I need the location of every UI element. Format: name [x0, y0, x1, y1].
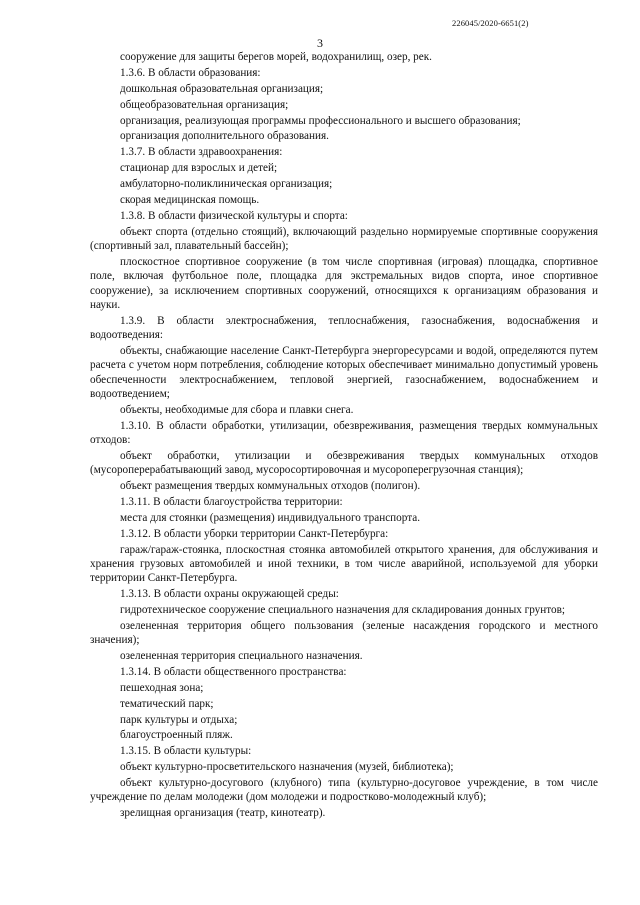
- list-item: объект обработки, утилизации и обезвреживания твердых коммунальных отходов (мусороперерабатывающий завод, мусоросортировочная и мусороперегрузочная станция);: [90, 449, 598, 477]
- list-item: объекты, необходимые для сбора и плавки снега.: [120, 403, 354, 416]
- list-item: плоскостное спортивное сооружение (в том числе спортивная (игровая) площадка, спортивное поле, включая футбольное поле, площадка для экстремальных видов спорта, иное спортивное сооружение), за исключением спортивных сооружений, относящихся к организациям образования и науки.: [90, 255, 598, 311]
- section-heading: 1.3.10. В области обработки, утилизации, обезвреживания, размещения твердых коммунальных отходов:: [90, 419, 598, 446]
- list-item: дошкольная образовательная организация;: [120, 82, 324, 95]
- list-item: объекты, снабжающие население Санкт-Петербурга энергоресурсами и водой, определяются путем расчета с учетом норм потребления, соблюдение которых обеспечивает минимально допустимый уровень обеспеченности электроснабжением, тепловой энергией, газоснабжением, водоснабжением и водоотведением;: [90, 344, 598, 400]
- section-heading: 1.3.13. В области охраны окружающей среды:: [120, 588, 339, 601]
- list-item: скорая медицинская помощь.: [120, 194, 260, 207]
- page-number: 3: [317, 36, 323, 50]
- list-item: объект размещения твердых коммунальных отходов (полигон).: [120, 480, 421, 492]
- list-item: озелененная территория общего пользования (зеленые насаждения городского и местного значения);: [90, 619, 598, 647]
- list-item: места для стоянки (размещения) индивидуального транспорта.: [120, 511, 420, 524]
- section-heading: 1.3.8. В области физической культуры и спорта:: [120, 209, 348, 222]
- list-item: гараж/гараж-стоянка, плоскостная стоянка автомобилей открытого хранения, для обслуживания и хранения грузовых автомобилей и иной техники, в том числе аварийной, используемой для уборки территории Санкт-Петербурга.: [90, 543, 598, 585]
- list-item: гидротехническое сооружение специального назначения для складирования донных грунтов;: [120, 603, 565, 616]
- section-heading: 1.3.14. В области общественного пространства:: [120, 665, 347, 678]
- document-body: [90, 50, 598, 822]
- document-number: 226045/2020-6651(2): [452, 18, 529, 28]
- list-item: амбулаторно-поликлиническая организация;: [120, 178, 333, 191]
- section-heading: 1.3.7. В области здравоохранения:: [120, 146, 283, 159]
- paragraph: сооружение для защиты берегов морей, водохранилищ, озер, рек.: [120, 51, 432, 63]
- list-item: озелененная территория специального назначения.: [120, 650, 363, 663]
- list-item: стационар для взрослых и детей;: [120, 162, 278, 175]
- list-item: тематический парк;: [120, 697, 214, 710]
- list-item: организация, реализующая программы профессионального и высшего образования;: [120, 114, 521, 127]
- list-item: парк культуры и отдыха;: [120, 713, 238, 726]
- list-item: общеобразовательная организация;: [120, 98, 289, 111]
- list-item: пешеходная зона;: [120, 681, 204, 694]
- section-heading: 1.3.9. В области электроснабжения, теплоснабжения, газоснабжения, водоснабжения и водоотведения:: [90, 314, 598, 342]
- section-heading: 1.3.15. В области культуры:: [120, 745, 252, 758]
- list-item: объект спорта (отдельно стоящий), включающий раздельно нормируемые спортивные сооружения (спортивный зал, плавательный бассейн);: [90, 225, 598, 253]
- section-heading: 1.3.6. В области образования:: [120, 66, 261, 79]
- list-item: благоустроенный пляж.: [120, 729, 233, 742]
- section-heading: 1.3.11. В области благоустройства территории:: [120, 495, 343, 508]
- list-item: зрелищная организация (театр, кинотеатр).: [120, 807, 326, 820]
- section-heading: 1.3.12. В области уборки территории Санкт-Петербурга:: [120, 527, 389, 540]
- list-item: объект культурно-досугового (клубного) типа (культурно-досуговое учреждение, в том числе учреждение по делам молодежи (дом молодежи и подростково-молодежный клуб);: [90, 777, 598, 804]
- list-item: организация дополнительного образования.: [120, 130, 329, 143]
- list-item: объект культурно-просветительского назначения (музей, библиотека);: [120, 761, 454, 774]
